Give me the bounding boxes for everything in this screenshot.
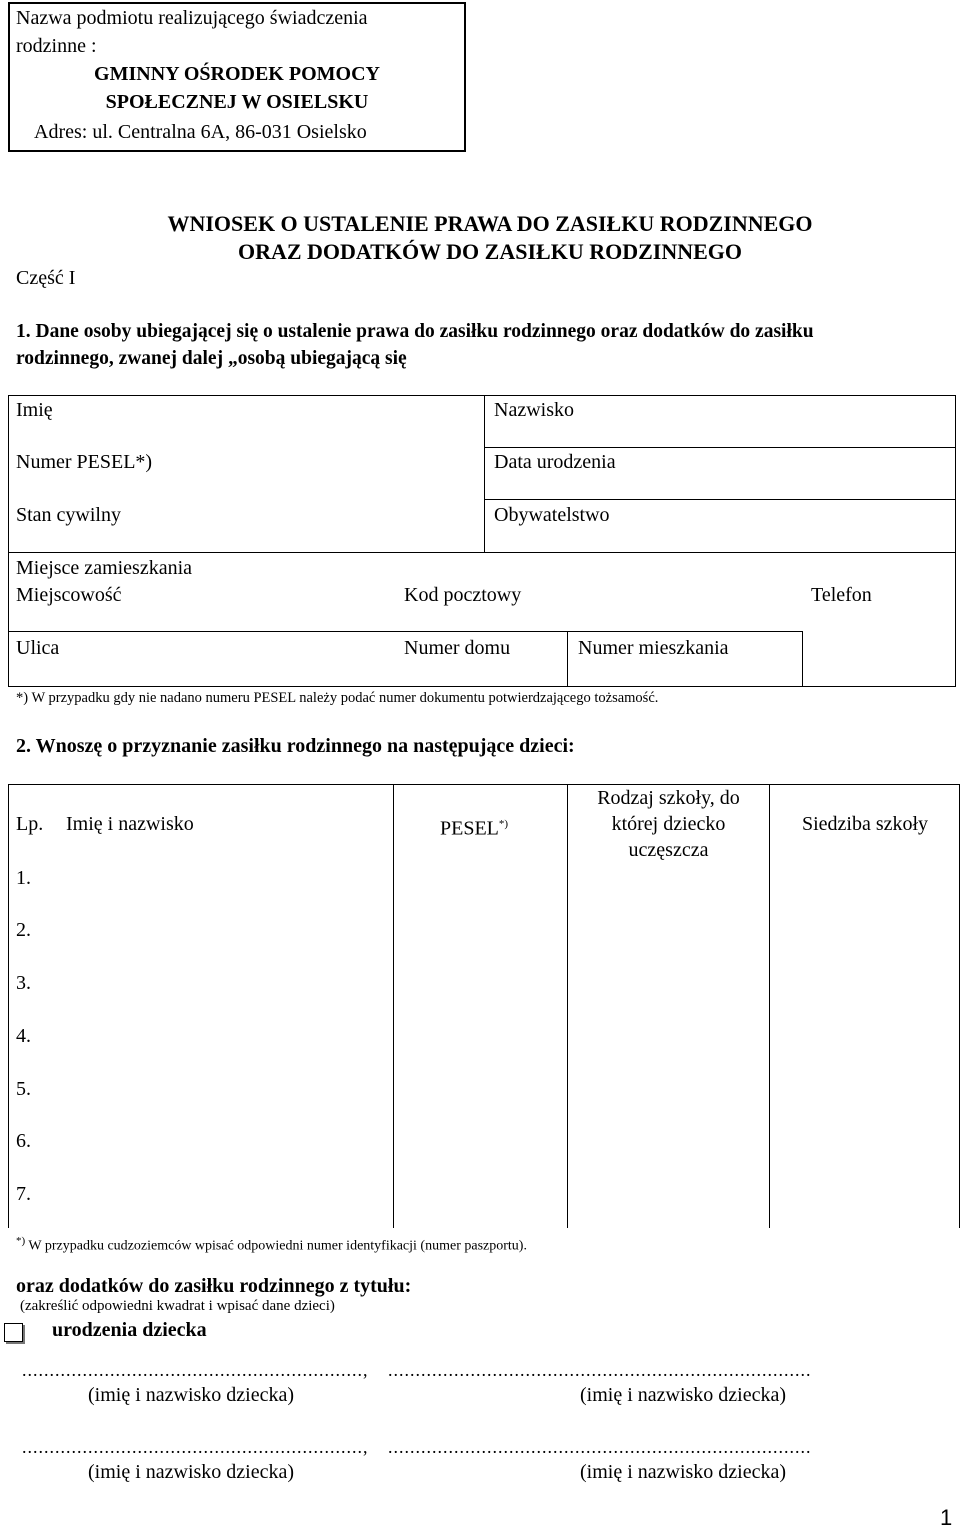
checkbox-birth[interactable] bbox=[4, 1323, 23, 1342]
option-birth-label: urodzenia dziecka bbox=[52, 1319, 207, 1341]
part-label: Część I bbox=[16, 267, 76, 289]
dots-child-3[interactable]: .............................................................., bbox=[22, 1437, 369, 1457]
form-title-line1: WNIOSEK O USTALENIE PRAWA DO ZASIŁKU RODZINNEGO bbox=[167, 211, 813, 236]
children-table bbox=[8, 784, 960, 1228]
label-child-4: (imię i nazwisko dziecka) bbox=[580, 1461, 787, 1483]
field-imie[interactable]: Imię bbox=[16, 399, 53, 421]
institution-address: Adres: ul. Centralna 6A, 86-031 Osielsko bbox=[34, 121, 367, 143]
label-child-1: (imię i nazwisko dziecka) bbox=[88, 1384, 295, 1406]
additions-instruction: (zakreślić odpowiedni kwadrat i wpisać dane dzieci) bbox=[20, 1298, 335, 1314]
field-pesel[interactable]: Numer PESEL*) bbox=[16, 451, 153, 473]
dots-child-1[interactable]: .............................................................., bbox=[22, 1360, 369, 1380]
page-number: 1 bbox=[940, 1505, 953, 1530]
field-data-urodzenia[interactable]: Data urodzenia bbox=[494, 451, 616, 473]
col-school-type-line2: której dziecko bbox=[611, 813, 726, 835]
row-lp-6: 6. bbox=[16, 1130, 31, 1152]
col-school-type-line1: Rodzaj szkoły, do bbox=[597, 787, 740, 809]
dots-child-2[interactable]: ............................................................................. bbox=[388, 1360, 812, 1380]
field-numer-mieszkania[interactable]: Numer mieszkania bbox=[578, 637, 729, 659]
col-school-seat: Siedziba szkoły bbox=[801, 813, 929, 835]
form-title-line2: ORAZ DODATKÓW DO ZASIŁKU RODZINNEGO bbox=[237, 239, 743, 264]
institution-name-line2: SPOŁECZNEJ W OSIELSKU bbox=[105, 91, 369, 113]
section2-heading: 2. Wnoszę o przyznanie zasiłku rodzinnego na następujące dzieci: bbox=[16, 735, 575, 757]
additions-heading: oraz dodatków do zasiłku rodzinnego z tytułu: bbox=[16, 1275, 412, 1297]
institution-name-line1: GMINNY OŚRODEK POMOCY bbox=[94, 63, 380, 85]
col-school-type-line3: uczęszcza bbox=[628, 839, 709, 861]
field-nazwisko[interactable]: Nazwisko bbox=[494, 399, 574, 421]
field-miejscowosc[interactable]: Miejscowość bbox=[16, 584, 122, 606]
field-stan-cywilny[interactable]: Stan cywilny bbox=[16, 504, 121, 526]
section1-heading-line1: 1. Dane osoby ubiegającej się o ustalenie prawa do zasiłku rodzinnego oraz dodatków do zasiłku bbox=[16, 321, 814, 342]
institution-label-line1: Nazwa podmiotu realizującego świadczenia bbox=[16, 7, 368, 29]
section1-footnote: *) W przypadku gdy nie nadano numeru PESEL należy podać numer dokumentu potwierdzającego tożsamość. bbox=[16, 690, 659, 706]
row-lp-1: 1. bbox=[16, 867, 31, 889]
col-lp: Lp. bbox=[16, 813, 44, 835]
col-pesel: PESEL*) bbox=[440, 817, 509, 840]
row-lp-2: 2. bbox=[16, 919, 31, 941]
field-numer-domu[interactable]: Numer domu bbox=[404, 637, 511, 659]
label-child-3: (imię i nazwisko dziecka) bbox=[88, 1461, 295, 1483]
label-child-2: (imię i nazwisko dziecka) bbox=[580, 1384, 787, 1406]
field-ulica[interactable]: Ulica bbox=[16, 637, 60, 659]
row-lp-7: 7. bbox=[16, 1183, 31, 1205]
field-telefon[interactable]: Telefon bbox=[811, 584, 872, 606]
label-miejsce-zamieszkania: Miejsce zamieszkania bbox=[16, 557, 193, 579]
row-lp-3: 3. bbox=[16, 972, 31, 994]
row-lp-5: 5. bbox=[16, 1078, 31, 1100]
field-obywatelstwo[interactable]: Obywatelstwo bbox=[494, 504, 610, 526]
field-kod-pocztowy[interactable]: Kod pocztowy bbox=[404, 584, 522, 606]
institution-label-line2: rodzinne : bbox=[16, 35, 97, 57]
row-lp-4: 4. bbox=[16, 1025, 31, 1047]
dots-child-4[interactable]: ............................................................................. bbox=[388, 1437, 812, 1457]
section2-footnote: *) W przypadku cudzoziemców wpisać odpowiedni numer identyfikacji (numer paszportu). bbox=[16, 1235, 527, 1254]
col-imie-nazwisko: Imię i nazwisko bbox=[66, 813, 194, 835]
section1-heading-line2: rodzinnego, zwanej dalej „osobą ubiegającą się bbox=[16, 348, 407, 369]
